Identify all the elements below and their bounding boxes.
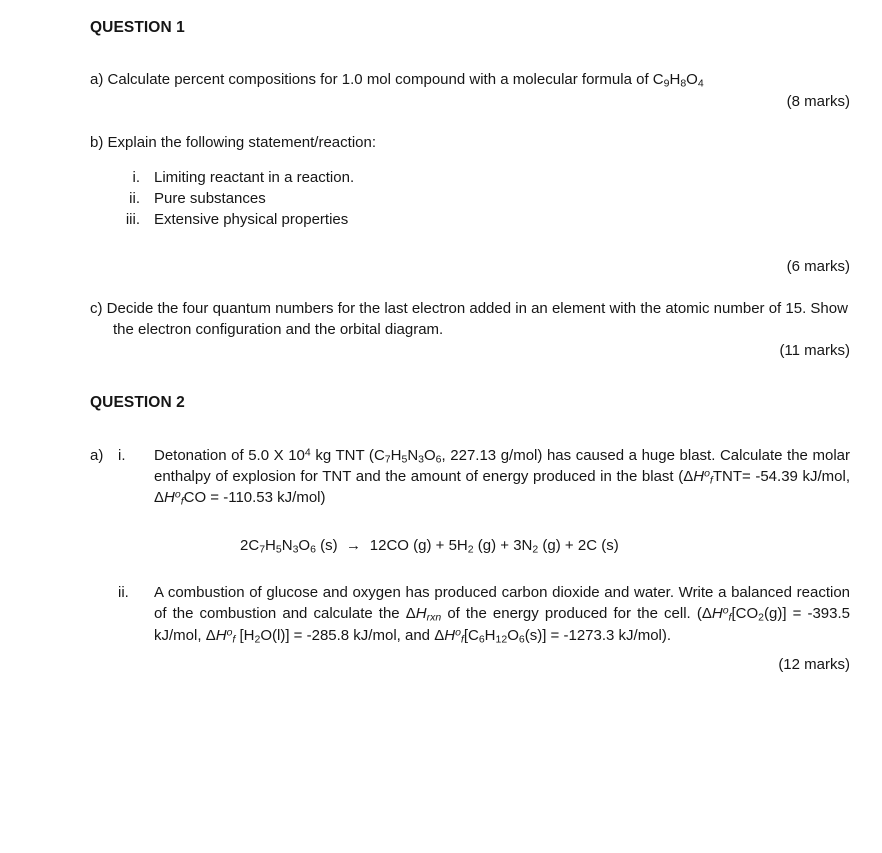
equation-product-h2: $5H_2$ (g)	[448, 536, 497, 556]
part-a-marks: (8 marks)	[786, 92, 850, 110]
question-1-heading: QUESTION 1	[90, 19, 185, 36]
question-1-part-a	[90, 69, 850, 90]
item-i-numeral: i.	[118, 446, 126, 464]
part-c-marks: (11 marks)	[779, 342, 850, 360]
equation-product-co: 12CO (g)	[369, 536, 432, 554]
item-ii-text: A combustion of glucose and oxygen has produced carbon dioxide and water. Write a balanced reaction of the combustion and calculate the $\Delta H_{rxn}$ of the energy produced for the cell. ($\Delta H^o_f[CO_2(g)] = -393.5$ kJ/mol, $\Delta H^o_f$ $[H_2O(l)] = -285.8$ kJ/mol, and $\Delta H^o_f[C_6H_{12}O_6(s)] = -1273.3$ kJ/mol).	[154, 584, 850, 646]
part-b-text: Explain the following statement/reaction:	[107, 133, 376, 151]
delta-h-formation-tnt: $\Delta H^o_f$	[683, 467, 713, 487]
part-a-text: Calculate percent compositions for 1.0 mol compound with a molecular formula of	[107, 71, 653, 89]
document-content	[90, 18, 850, 675]
part-b-marks: (6 marks)	[786, 258, 850, 276]
reaction-arrow-icon: →	[345, 536, 362, 554]
part-a-label: a)	[90, 446, 104, 464]
question-2-part-a-item-i	[90, 445, 850, 509]
list-item-label: Limiting reactant in a reaction.	[154, 169, 355, 187]
list-item	[90, 209, 850, 230]
part-b-roman-list	[90, 167, 850, 230]
list-item	[90, 167, 850, 188]
question-1-part-c	[90, 298, 850, 341]
delta-h-formation-co2: $\Delta H^o_f$	[701, 604, 732, 624]
list-item	[90, 188, 850, 209]
delta-h-formation-glucose: $\Delta H^o_f$	[434, 625, 464, 646]
tnt-detonation-equation: $2C_7H_5N_3O_6$ (s) → 12CO $(g) + 5H_2$ $(g) + 3N_2$ (g) + 2C (s)	[240, 536, 619, 556]
part-a-label: a)	[90, 71, 104, 89]
item-ii-numeral: ii.	[118, 584, 129, 602]
equation-product-n2: $3N_2$ (g)	[513, 536, 561, 556]
question-2-heading: QUESTION 2	[90, 394, 185, 412]
list-item-label: Pure substances	[154, 190, 266, 208]
list-item-numeral: ii.	[129, 190, 140, 208]
list-item-label: Extensive physical properties	[154, 211, 349, 229]
tnt-formula: $C_7H_5N_3O_6$	[373, 446, 442, 466]
part-c-text: Decide the four quantum numbers for the last electron added in an element with the atomic number of 15. Show the electron configuration and the orbital diagram.	[106, 299, 848, 338]
list-item-numeral: i.	[132, 169, 140, 187]
question-1-part-b	[90, 132, 850, 153]
delta-h-formation-h2o: $\Delta H^o_f$	[205, 625, 236, 646]
molecular-formula-c9h8o4: $C_9H_8O_4$	[652, 71, 704, 90]
equation-product-c: 2C (s)	[577, 536, 619, 554]
equation-reactant: $C_7H_5N_3O_6$	[248, 536, 316, 556]
list-item-numeral: iii.	[125, 211, 140, 229]
question-2-part-a-item-ii	[90, 582, 850, 646]
part-b-label: b)	[90, 133, 104, 151]
part-c-label: c)	[90, 299, 103, 317]
delta-h-formation-co: $\Delta H^o_f$	[154, 488, 184, 508]
item-i-text: Detonation of 5.0 X $10^4$ kg TNT ($C_7H_5N_3O_6$, 227.13 g/mol) has caused a huge blast. Calculate the molar enthalpy of explosion for TNT and the amount of energy produced in the blast ($\Delta H^o_fTNT= -54.39$ kJ/mol, $\Delta H^o_fCO = -110.53$ kJ/mol)	[154, 446, 850, 508]
question-2-marks: (12 marks)	[778, 655, 850, 673]
delta-h-rxn: $\Delta H_{rxn}$	[405, 605, 442, 624]
spacer	[90, 582, 118, 646]
